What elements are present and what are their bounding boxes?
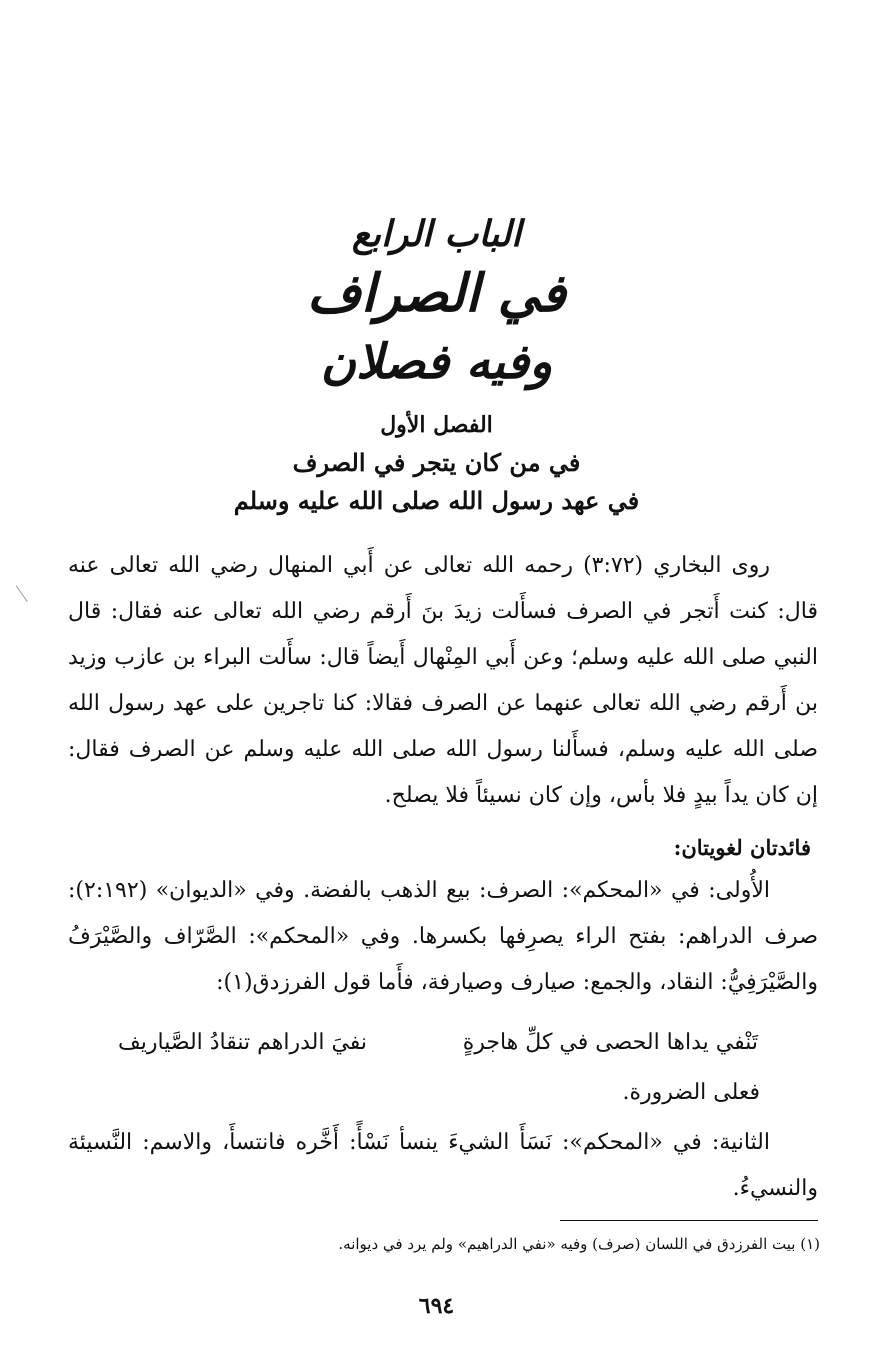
body-paragraph-4: الثانية: في «المحكم»: نَسَأَ الشيءَ ينسأ نَسْأً: أَخَّره فانتسأَ، والاسم: النَّسيئة والنسيءُ. bbox=[68, 1130, 818, 1201]
body-paragraph-2: الأُولى: في «المحكم»: الصرف: بيع الذهب بالفضة. وفي «الديوان» (٢:١٩٢): صرف الدراهم: بفتح الراء يصرِفها بكسرها. وفي «المحكم»: الصَّرّاف والصَّيْرَفُ والصَّيْرَفِيُّ: النقاد، والجمع: صيارف وصيارفة، فأَما قول الفرزدق(١): bbox=[68, 878, 818, 995]
section-heading: فائدتان لغويتان: bbox=[673, 835, 811, 860]
footnote-divider bbox=[560, 1220, 818, 1221]
part-subtitle: وفيه فصلان bbox=[320, 334, 553, 390]
chapter-title-line2: في عهد رسول الله صلى الله عليه وسلم bbox=[233, 486, 640, 515]
verse-first-hemistich: تَنْفي يداها الحصى في كلِّ هاجرةٍ bbox=[462, 1030, 758, 1055]
body-paragraph-1: روى البخاري (٣:٧٢) رحمه الله تعالى عن أَبي المنهال رضي الله تعالى عنه قال: كنت أَتجر في الصرف فسأَلت زيدَ بنَ أَرقم رضي الله تعالى عنه فقال: قال النبي صلى الله عليه وسلم؛ وعن أَبي المِنْهال أَيضاً قال: سأَلت البراء بن عازب وزيد بن أَرقم رضي الله تعالى عنهما عن الصرف فقالا: كنا تاجرين على عهد رسول الله صلى الله عليه وسلم، فسأَلنا رسول الله صلى الله عليه وسلم عن الصرف فقال: إن كان يداً بيدٍ فلا بأس، وإن كان نسيئاً فلا يصلح. bbox=[68, 553, 818, 808]
chapter-title-line1: في من كان يتجر في الصرف bbox=[292, 448, 581, 477]
part-heading: الباب الرابع bbox=[351, 213, 522, 255]
chapter-heading: الفصل الأول bbox=[380, 412, 493, 438]
scan-mark bbox=[16, 585, 28, 602]
poetry-verse bbox=[118, 1020, 758, 1066]
verse-second-hemistich: نفيَ الدراهم تنقادُ الصَّياريف bbox=[118, 1030, 368, 1055]
page-number: ٦٩٤ bbox=[418, 1293, 455, 1319]
body-paragraph-3: فعلى الضرورة. bbox=[622, 1080, 760, 1105]
part-title: في الصراف bbox=[307, 263, 566, 324]
footnote: (١) بيت الفرزدق في اللسان (صرف) وفيه «نفي الدراهيم» ولم يرد في ديوانه. bbox=[338, 1235, 820, 1253]
